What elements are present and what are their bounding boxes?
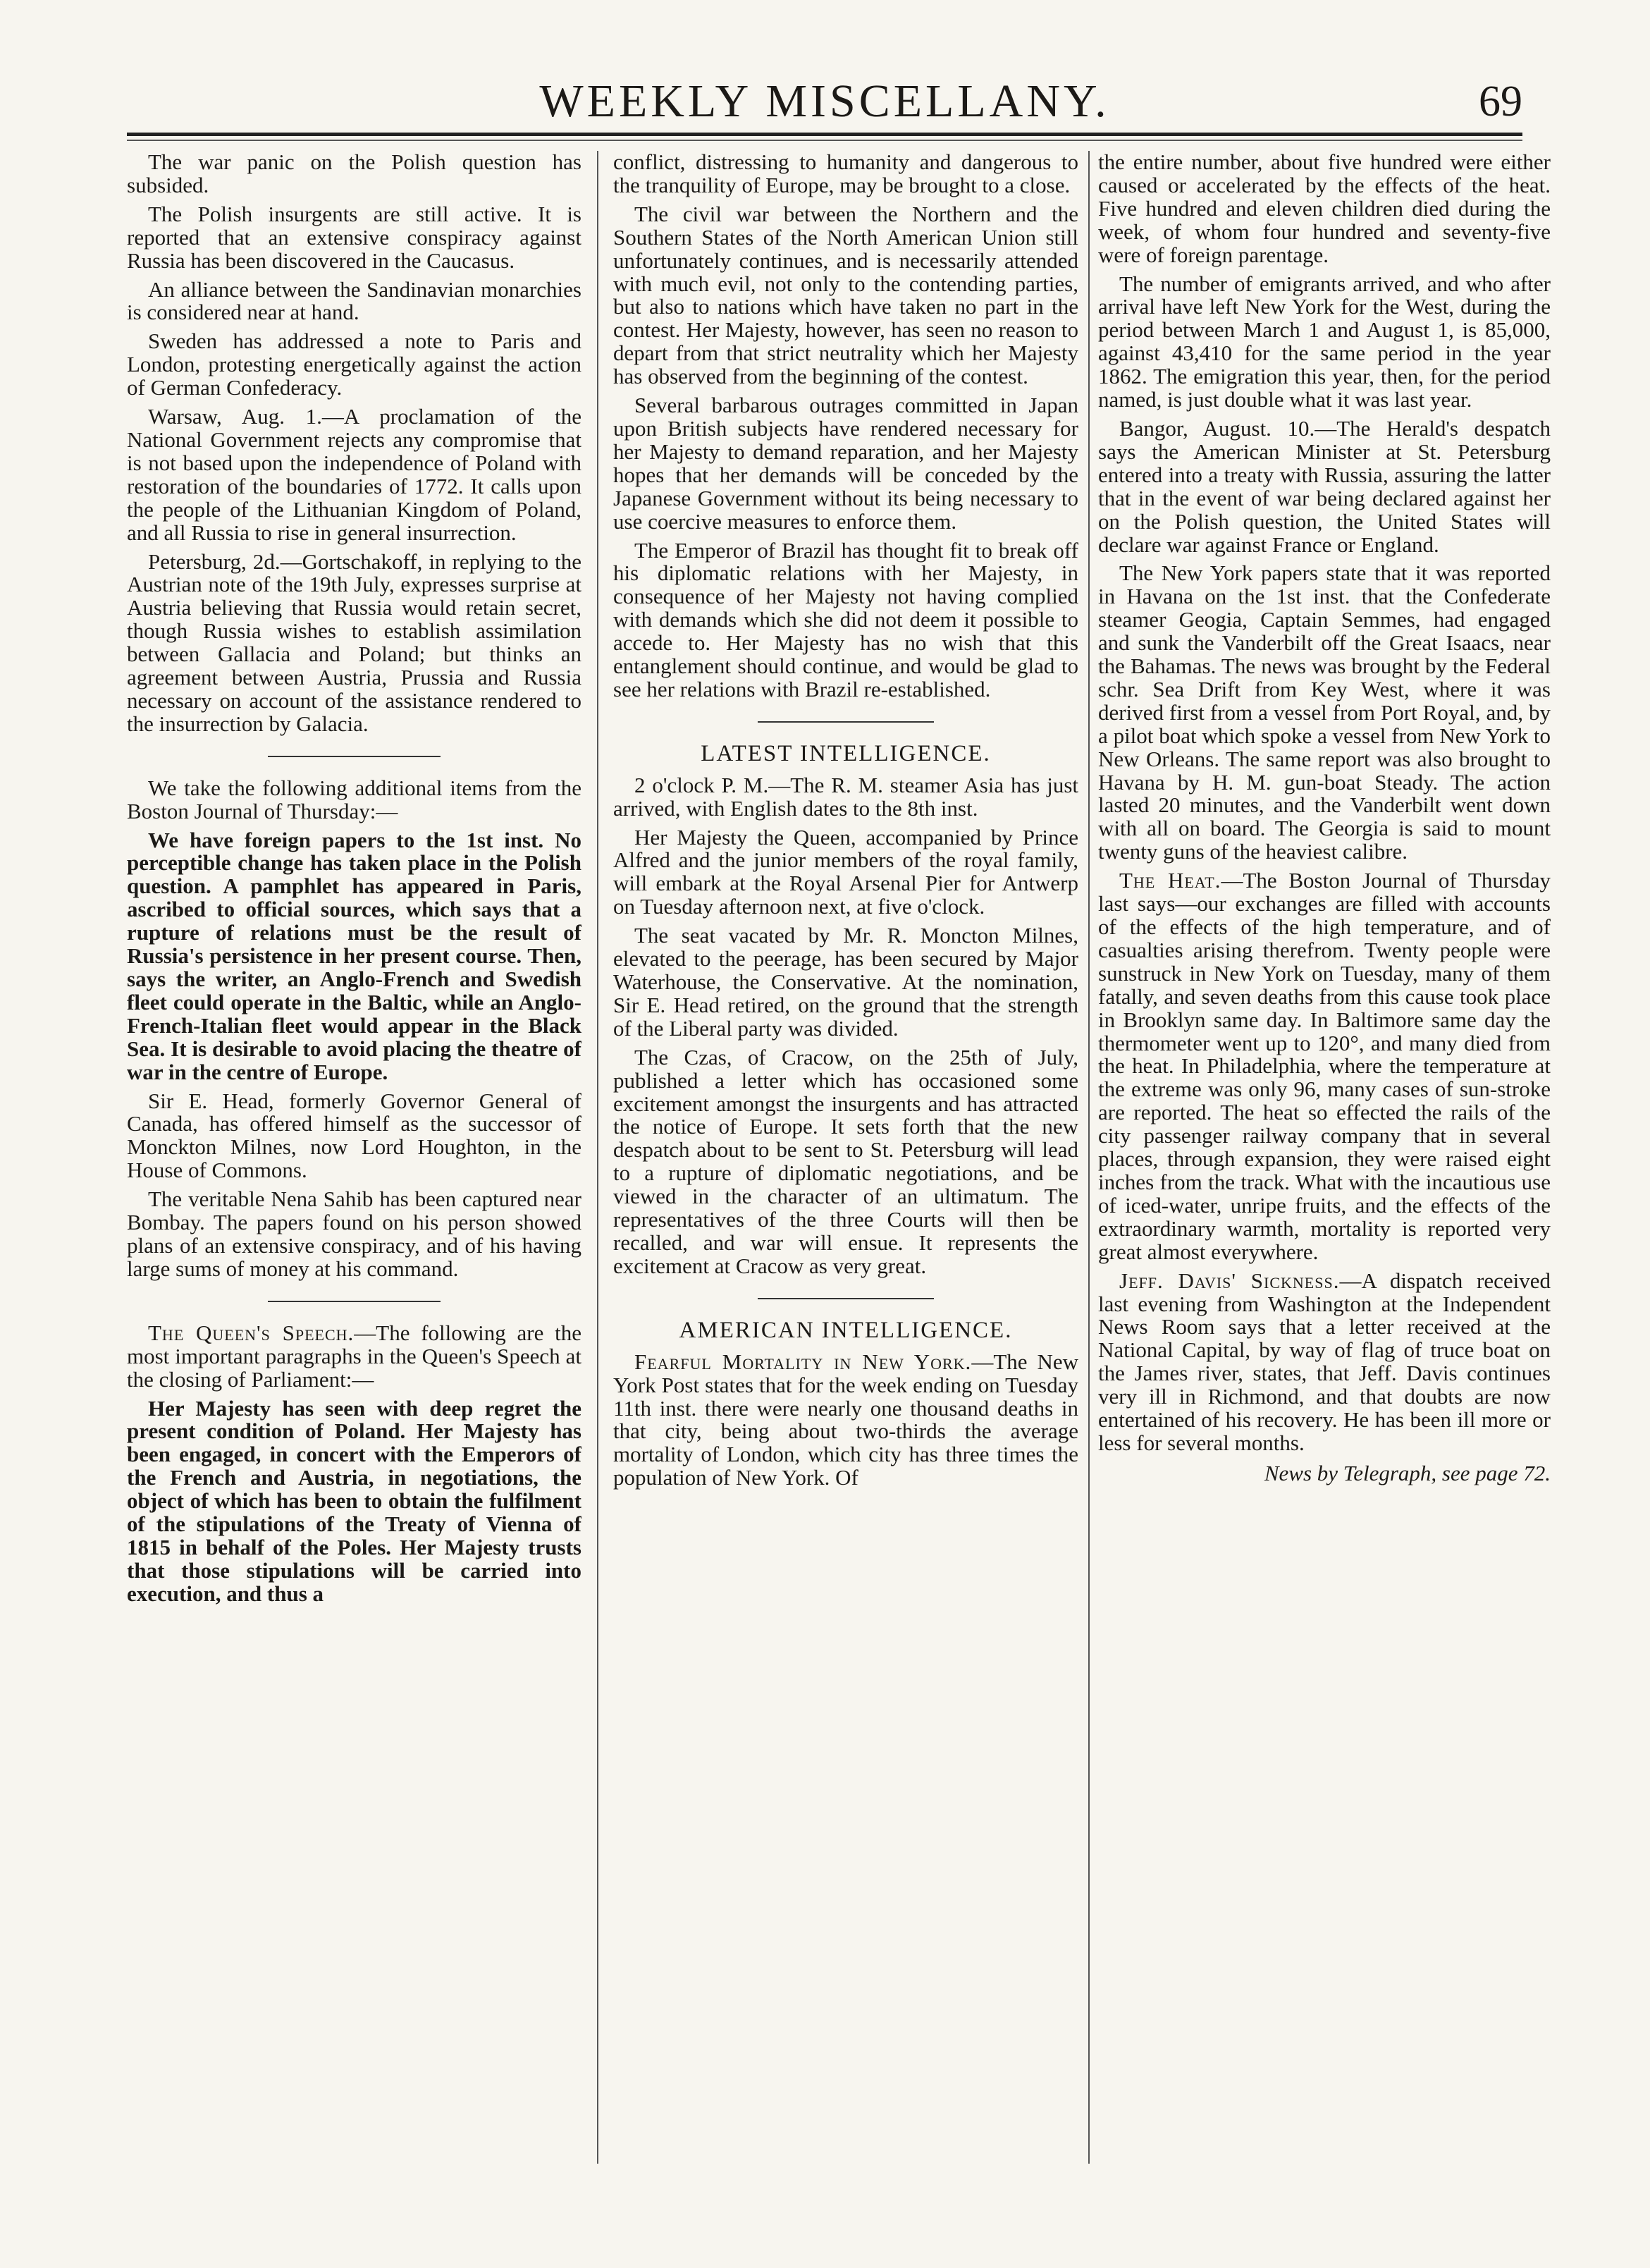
section-separator	[758, 1298, 935, 1299]
paragraph: The Czas, of Cracow, on the 25th of July, published a letter which has occasioned some excitement amongst the insurgents and has attracted the notice of Europe. It sets forth that the new despatch about to be sent to St. Petersburg will lead to a rupture of diplomatic negotiations, and be viewed in the character of an ultimatum. The representatives of the three Courts will then be recalled, and war will ensue. It represents the excitement at Cracow as very great.	[613, 1044, 1078, 1278]
paragraph-body: —The Boston Journal of Thursday last says—our exchanges are filled with accounts of the effects of the high temperature, and of casualties arising therefrom. Twenty people were sunstruck in New York on Tuesday, many of them fatally, and seven deaths from this cause took place in Brooklyn same day. In Baltimore same day the thermometer went up to 120°, and many died from the heat. In Philadelphia, where the temperature at the extreme was only 96, many cases of sun-stroke are reported. The heat so effected the rails of the city passenger railway company that in several places, through expansion, they were raised eight inches from the track. What with the incautious use of iced-water, unripe fruits, and the effects of the extraordinary warmth, mortality is reported very great almost everywhere.	[1098, 868, 1551, 1264]
paragraph: Her Majesty the Queen, accompanied by Prince Alfred and the junior members of the royal family, will embark at the Royal Arsenal Pier for Antwerp on Tuesday afternoon next, at five o'clock.	[613, 824, 1078, 919]
column-3	[1098, 151, 1551, 2164]
header-rule-thin	[127, 140, 1522, 141]
paragraph-body: —The following are the most important paragraphs in the Queen's Speech at the closing of Parliament:—	[127, 1320, 581, 1392]
column-divider-2	[1088, 151, 1090, 2164]
paragraph: The civil war between the Northern and the Southern States of the North American Union still unfortunately continues, and is necessarily attended with much evil, not only to the contending parties, but also to nations which have taken no part in the contest. Her Majesty, however, has seen no reason to depart from that strict neutrality which her Majesty has observed from the beginning of the contest.	[613, 201, 1078, 389]
paragraph: Sir E. Head, formerly Governor General of Canada, has offered himself as the successor of Monckton Milnes, now Lord Houghton, in the House of Commons.	[127, 1088, 581, 1183]
paragraph	[1098, 1270, 1551, 1455]
paragraph: Warsaw, Aug. 1.—A proclamation of the National Government rejects any compromise that is not based upon the independence of Poland with restoration of the boundaries of 1772. It calls upon the people of the Lithuanian Kingdom of Poland, and all Russia to rise in general insurrection.	[127, 404, 581, 545]
column-2	[613, 151, 1078, 2164]
paragraph	[127, 1322, 581, 1392]
page-header	[127, 76, 1522, 129]
paragraph: Petersburg, 2d.—Gortschakoff, in replying to the Austrian note of the 19th July, expresses surprise at Austria believing that Russia would retain secret, though Russia wishes to establish assimilation between Gallacia and Poland; but thinks an agreement between Austria, Prussia and Russia necessary on account of the assistance rendered to the insurrection by Galacia.	[127, 548, 581, 736]
paragraph: The seat vacated by Mr. R. Moncton Milnes, elevated to the peerage, has been secured by Major Waterhouse, the Conservative. At the nomination, Sir E. Head retired, on the ground that the strength of the Liberal party was divided.	[613, 923, 1078, 1041]
paragraph: Her Majesty has seen with deep regret the present condition of Poland. Her Majesty has been engaged, in concert with the Emperors of the French and Austria, in negotiations, the object of which has been to obtain the fulfilment of the stipulations of the Treaty of Vienna of 1815 in behalf of the Poles. Her Majesty trusts that those stipulations will be carried into execution, and thus a	[127, 1395, 581, 1606]
section-heading: LATEST INTELLIGENCE.	[701, 740, 991, 766]
paragraph: We take the following additional items from the Boston Journal of Thursday:—	[127, 775, 581, 823]
column-1	[127, 151, 581, 2164]
paragraph: We have foreign papers to the 1st inst. No perceptible change has taken place in the Polish question. A pamphlet has appeared in Paris, ascribed to official sources, which says that a rupture of relations must be the result of Russia's persistence in her present course. Then, says the writer, an Anglo-French and Swedish fleet could operate in the Baltic, while an Anglo-French-Italian fleet would appear in the Black Sea. It is desirable to avoid placing the theatre of war in the centre of Europe.	[127, 827, 581, 1084]
masthead-title: WEEKLY MISCELLANY.	[539, 75, 1110, 127]
page-number: 69	[1479, 78, 1522, 125]
footer-note: News by Telegraph, see page 72.	[1264, 1460, 1551, 1485]
paragraph	[613, 1351, 1078, 1490]
paragraph-body: —A dispatch received last evening from Washington at the Independent News Room says that a letter received at the National Capital, by way of flag of truce boat on the James river, states, that Jeff. Davis continues very ill in Richmond, and that doubts are now entertained of his recovery. He has been ill more or less for several months.	[1098, 1268, 1551, 1455]
paragraph: the entire number, about five hundred were either caused or accelerated by the effects of the heat. Five hundred and eleven children died during the week, of whom four hundred and seventy-five were of foreign parentage.	[1098, 151, 1551, 267]
section-separator	[268, 756, 441, 757]
paragraph	[1098, 869, 1551, 1263]
paragraph: The Emperor of Brazil has thought fit to break off his diplomatic relations with her Majesty, in consequence of her Majesty not having complied with demands which she did not deem it possible to accede to. Her Majesty has no wish that this entanglement should continue, and would be glad to see her relations with Brazil re-established.	[613, 537, 1078, 701]
paragraph: An alliance between the Sandinavian monarchies is considered near at hand.	[127, 276, 581, 325]
column-divider-1	[597, 151, 598, 2164]
paragraph: The New York papers state that it was reported in Havana on the 1st inst. that the Confederate steamer Geogia, Captain Semmes, had engaged and sunk the Vanderbilt off the Great Isaacs, near the Bahamas. The news was brought by the Federal schr. Sea Drift from Key West, where it was derived first from a vessel from Port Royal, and, by a pilot boat which spoke a vessel from New York to New Orleans. The same report was also brought to Havana by H. M. gun-boat Steady. The action lasted 20 minutes, and the Vanderbilt went down with all on board. The Georgia is said to mount twenty guns of the heaviest calibre.	[1098, 560, 1551, 864]
paragraph: conflict, distressing to humanity and dangerous to the tranquility of Europe, may be brought to a close.	[613, 151, 1078, 197]
paragraph: The number of emigrants arrived, and who after arrival have left New York for the West, during the period between March 1 and August 1, is 85,000, against 43,410 for the same period in the year 1862. The emigration this year, then, for the period named, is just double what it was last year.	[1098, 271, 1551, 412]
paragraph-lead: The Queen's Speech.	[148, 1320, 355, 1345]
section-separator	[268, 1301, 441, 1302]
paragraph-lead: The Heat.	[1119, 868, 1221, 893]
paragraph-lead: Fearful Mortality in New York.	[634, 1349, 972, 1374]
header-rule	[127, 133, 1522, 136]
section-separator	[758, 721, 935, 723]
paragraph: The Polish insurgents are still active. It is reported that an extensive conspiracy against Russia has been discovered in the Caucasus.	[127, 201, 581, 273]
paragraph: Several barbarous outrages committed in Japan upon British subjects have rendered necessary for her Majesty to demand reparation, and her Majesty hopes that her demands will be conceded by the Japanese Government without its being necessary to use coercive measures to enforce them.	[613, 393, 1078, 534]
section-heading: AMERICAN INTELLIGENCE.	[679, 1317, 1013, 1343]
paragraph: The war panic on the Polish question has subsided.	[127, 151, 581, 197]
paragraph: Sweden has addressed a note to Paris and London, protesting energetically against the action of German Confederacy.	[127, 329, 581, 400]
paragraph-lead: Jeff. Davis' Sickness.	[1119, 1268, 1340, 1293]
paragraph: The veritable Nena Sahib has been captured near Bombay. The papers found on his person showed plans of an extensive conspiracy, and of his having large sums of money at his command.	[127, 1187, 581, 1281]
paragraph: 2 o'clock P. M.—The R. M. steamer Asia has just arrived, with English dates to the 8th inst.	[613, 772, 1078, 821]
paragraph-body: —The New York Post states that for the week ending on Tuesday 11th inst. there were nearly one thousand deaths in that city, being about two-thirds the average mortality of London, which city has three times the population of New York. Of	[613, 1349, 1078, 1490]
paragraph: Bangor, August. 10.—The Herald's despatch says the American Minister at St. Petersburg entered into a treaty with Russia, assuring the latter that in the event of war being declared against her on the Polish question, the United States will declare war against France or England.	[1098, 415, 1551, 557]
